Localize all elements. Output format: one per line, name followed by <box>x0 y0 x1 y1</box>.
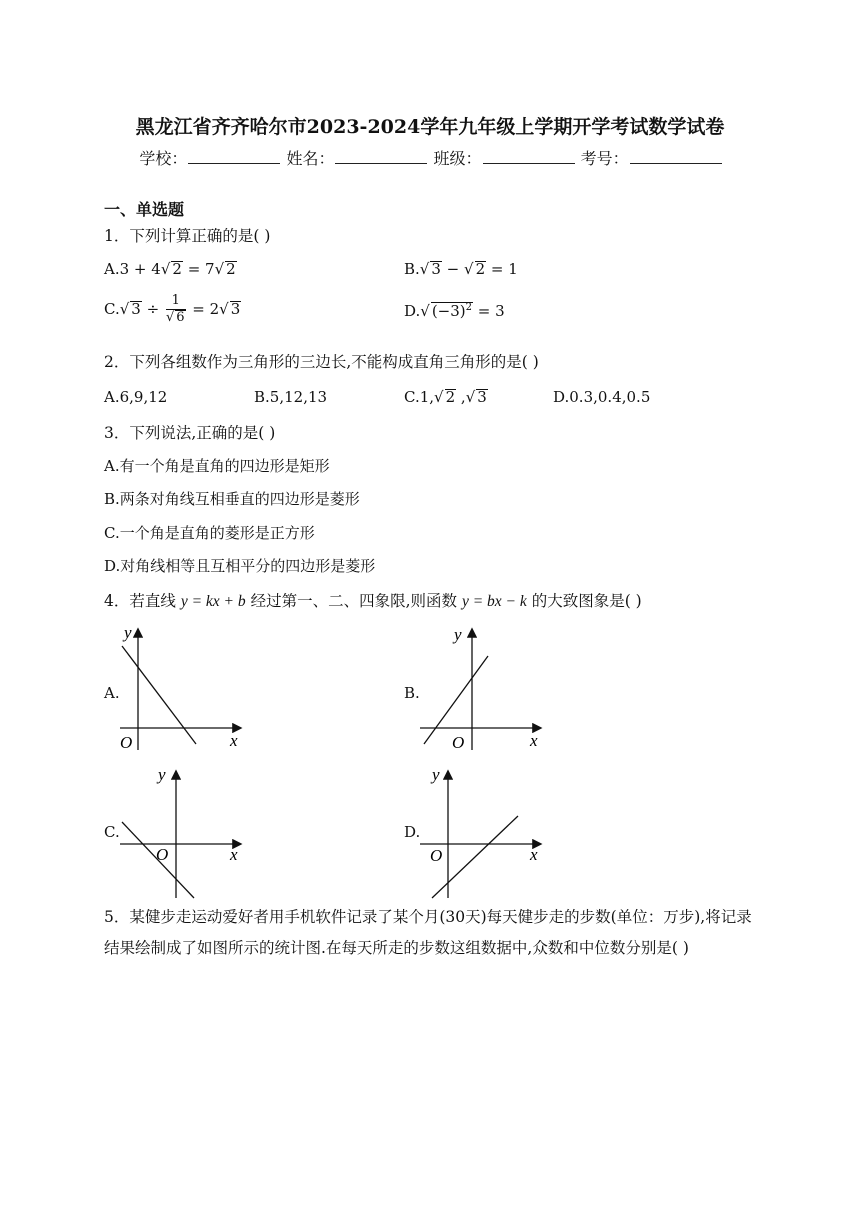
q4-graph-a <box>112 620 252 755</box>
question-3-stem: 3．下列说法,正确的是( ) <box>104 424 276 442</box>
q1-c-den: 6 <box>176 309 185 325</box>
q1-c-fraction: $\frac{1}{√ 6}$ <box>165 293 185 325</box>
origin-label: O <box>120 733 133 752</box>
question-1-stem: 1．下列计算正确的是( ) <box>104 227 271 245</box>
x-axis-label: x <box>230 731 238 750</box>
q4-graph-d-label[interactable]: D. <box>404 823 421 841</box>
q3-option-d[interactable]: D.对角线相等且互相平分的四边形是菱形 <box>104 557 376 575</box>
y-axis-label: y <box>124 623 132 642</box>
q2-option-a[interactable]: A.6,9,12 <box>104 388 168 406</box>
q1-a-rad1: 2 <box>172 260 182 278</box>
q1-c-num: 1 <box>166 294 186 310</box>
q1-option-d[interactable]: D.√ $(-3)^2 = 3$ <box>404 302 505 320</box>
school-label: 学校： <box>139 149 188 168</box>
origin-label: O <box>452 733 465 752</box>
q1-option-b[interactable]: B.√ 3 − √ 2 = 1 <box>404 260 518 278</box>
q2-c-rad2: 3 <box>477 388 487 406</box>
q4-stem-mid: 经过第一、二、四象限,则函数 <box>250 592 457 610</box>
origin-label: O <box>156 845 169 864</box>
q2-option-d[interactable]: D.0.3,0.4,0.5 <box>553 388 651 406</box>
exam-no-blank[interactable] <box>630 149 722 164</box>
q1-b-rad2: 2 <box>475 260 486 278</box>
q1-d-inner: (−3) <box>431 302 466 320</box>
class-blank[interactable] <box>483 149 575 164</box>
q3-option-a[interactable]: A.有一个角是直角的四边形是矩形 <box>104 457 330 475</box>
q3-option-c[interactable]: C.一个角是直角的菱形是正方形 <box>104 524 315 542</box>
exam-title: 黑龙江省齐齐哈尔市2023-2024学年九年级上学期开学考试数学试卷 <box>135 116 725 138</box>
x-axis-label: x <box>530 845 538 864</box>
q4-graph-a-label[interactable]: A. <box>104 684 120 702</box>
q2-c-rad1: 2 <box>445 388 456 406</box>
q4-graph-c-label[interactable]: C. <box>104 823 120 841</box>
q4-stem-pre: 4．若直线 <box>104 592 176 610</box>
q4-graph-b <box>412 620 552 755</box>
question-2-stem: 2．下列各组数作为三角形的三边长,不能构成直角三角形的是( ) <box>104 353 539 371</box>
q1-b-minus: − <box>441 260 465 278</box>
q4-graph-d <box>412 760 552 900</box>
q1-d-label: D. <box>404 302 421 320</box>
q1-option-a[interactable]: A.3 + 4√ 2 = 7√ 2 <box>104 260 236 278</box>
q4-expr2: y = bx − k <box>461 593 527 610</box>
function-line <box>424 656 488 744</box>
q1-c-div: ÷ <box>141 300 164 319</box>
q1-c-rad1: 3 <box>131 300 141 319</box>
q1-b-label: B. <box>404 260 420 278</box>
q1-d-radicand <box>431 302 473 320</box>
q4-expr1: y = kx + b <box>180 593 246 610</box>
function-line <box>432 816 518 898</box>
q1-option-c[interactable]: C.√ 3 ÷ $\frac{1}{√ 6}$ = 2√ 3 <box>104 293 241 325</box>
exam-no-label: 考号： <box>580 149 629 168</box>
function-line <box>122 646 196 744</box>
question-4-stem <box>104 589 642 611</box>
question-5-stem: 5．某健步走运动爱好者用手机软件记录了某个月(30天)每天健步走的步数(单位：万步),将记录结果绘制成了如图所示的统计图.在每天所走的步数这组数据中,众数和中位数分别是( ) <box>104 908 752 957</box>
q1-d-eq: = 3 <box>473 302 505 320</box>
q3-option-b[interactable]: B.两条对角线互相垂直的四边形是菱形 <box>104 490 360 508</box>
q2-c-sep: , <box>456 388 466 406</box>
q1-d-exp: 2 <box>465 302 473 313</box>
q1-c-rad2: 3 <box>230 300 241 319</box>
q1-b-rad1: 3 <box>431 260 441 278</box>
q2-c-label: C.1, <box>404 388 435 406</box>
q4-graph-b-label[interactable]: B. <box>404 684 420 702</box>
origin-label: O <box>430 846 443 865</box>
q1-a-eq: = 7 <box>182 260 215 278</box>
q1-b-eq: = 1 <box>486 260 518 278</box>
section-title: 一、单选题 <box>104 200 185 219</box>
q1-a-rad2: 2 <box>226 260 236 278</box>
y-axis-label: y <box>454 625 462 644</box>
q2-option-c[interactable]: C.1,√ 2 ,√ 3 <box>404 388 487 406</box>
name-label: 姓名： <box>286 149 335 168</box>
q1-a-pre: 3 + 4 <box>119 260 161 278</box>
q4-graph-c <box>112 760 252 900</box>
q1-a-label: A. <box>104 260 120 278</box>
student-info-line <box>0 146 860 169</box>
x-axis-label: x <box>530 731 538 750</box>
q1-c-eq: = 2 <box>187 300 220 319</box>
name-blank[interactable] <box>335 149 427 164</box>
y-axis-label: y <box>432 765 440 784</box>
school-blank[interactable] <box>188 149 280 164</box>
x-axis-label: x <box>230 845 238 864</box>
y-axis-label: y <box>158 765 166 784</box>
q4-stem-post: 的大致图象是( ) <box>531 592 642 610</box>
q2-option-b[interactable]: B.5,12,13 <box>254 388 328 406</box>
class-label: 班级： <box>433 149 482 168</box>
q1-c-label: C. <box>104 300 120 319</box>
